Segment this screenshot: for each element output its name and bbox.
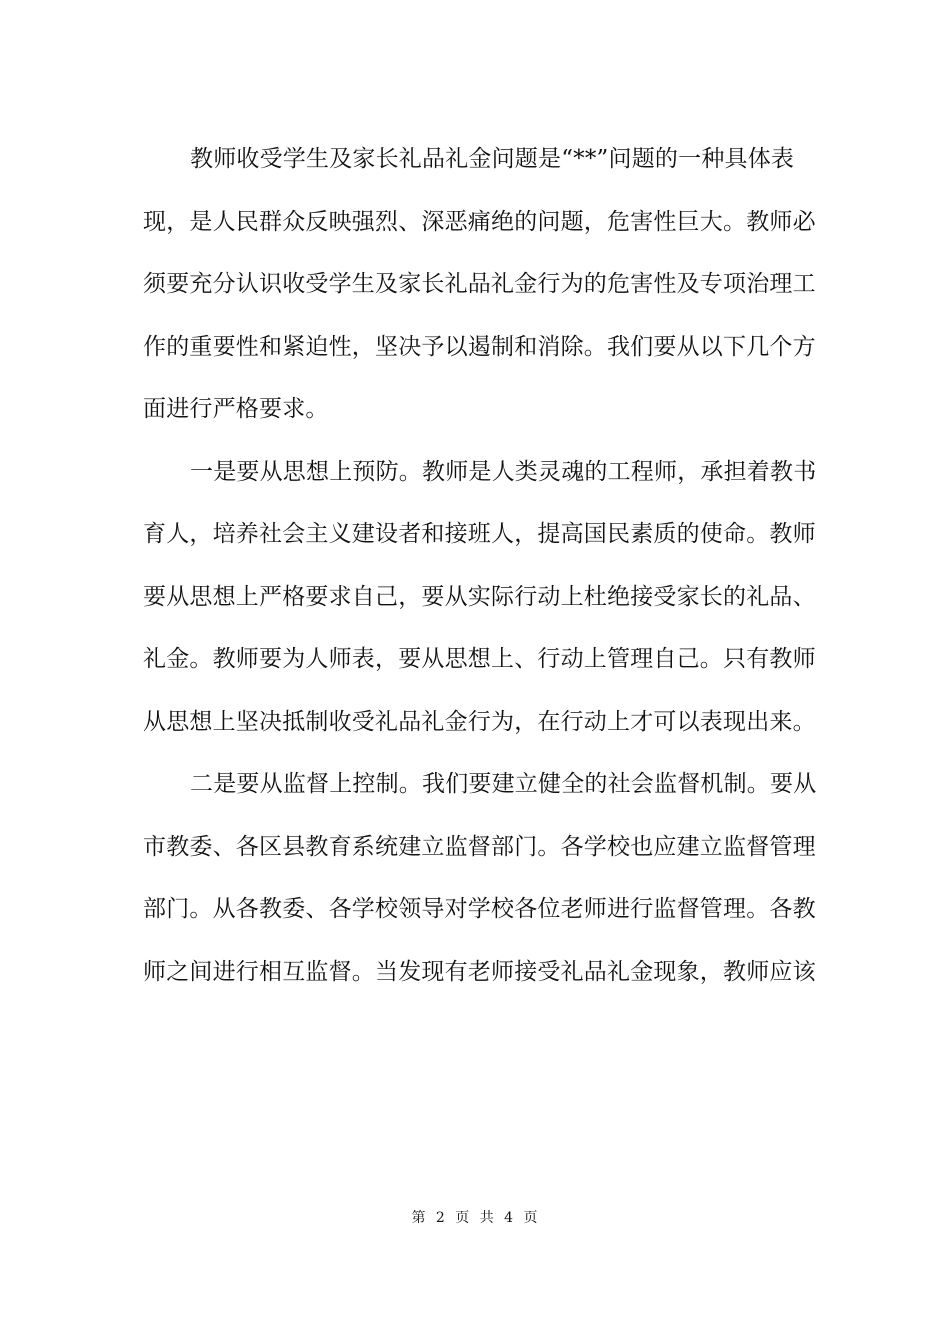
text-line: 作的重要性和紧迫性，坚决予以遏制和消除。我们要从以下几个方: [143, 333, 816, 360]
text-line: 从思想上坚决抵制收受礼品礼金行为，在行动上才可以表现出来。: [143, 708, 816, 735]
text-line: 要从思想上严格要求自己，要从实际行动上杜绝接受家长的礼品、: [143, 583, 816, 610]
text-line: 须要充分认识收受学生及家长礼品礼金行为的危害性及专项治理工: [143, 271, 816, 297]
text-line: 现，是人民群众反映强烈、深恶痛绝的问题，危害性巨大。教师必: [143, 208, 816, 235]
text-line: 育人，培养社会主义建设者和接班人，提高国民素质的使命。教师: [143, 521, 816, 547]
text-line: 二是要从监督上控制。我们要建立健全的社会监督机制。要从: [190, 771, 817, 797]
paragraph-supervision: [143, 753, 817, 1003]
text-line: 师之间进行相互监督。当发现有老师接受礼品礼金现象，教师应该: [143, 958, 816, 985]
page-number-footer: 第 2 页 共 4 页: [411, 1210, 539, 1226]
text-line: 一是要从思想上预防。教师是人类灵魂的工程师，承担着教书: [190, 458, 817, 485]
text-line: 礼金。教师要为人师表，要从思想上、行动上管理自己。只有教师: [143, 646, 816, 672]
text-line: 教师收受学生及家长礼品礼金问题是“**”问题的一种具体表: [190, 146, 795, 172]
text-line: 市教委、各区县教育系统建立监督部门。各学校也应建立监督管理: [143, 833, 816, 860]
document-body: [143, 128, 817, 1003]
paragraph-intro: [143, 128, 816, 441]
paragraph-prevention: [143, 441, 817, 754]
text-line: 部门。从各教委、各学校领导对学校各位老师进行监督管理。各教: [143, 896, 816, 922]
text-line: 面进行严格要求。: [143, 396, 329, 422]
